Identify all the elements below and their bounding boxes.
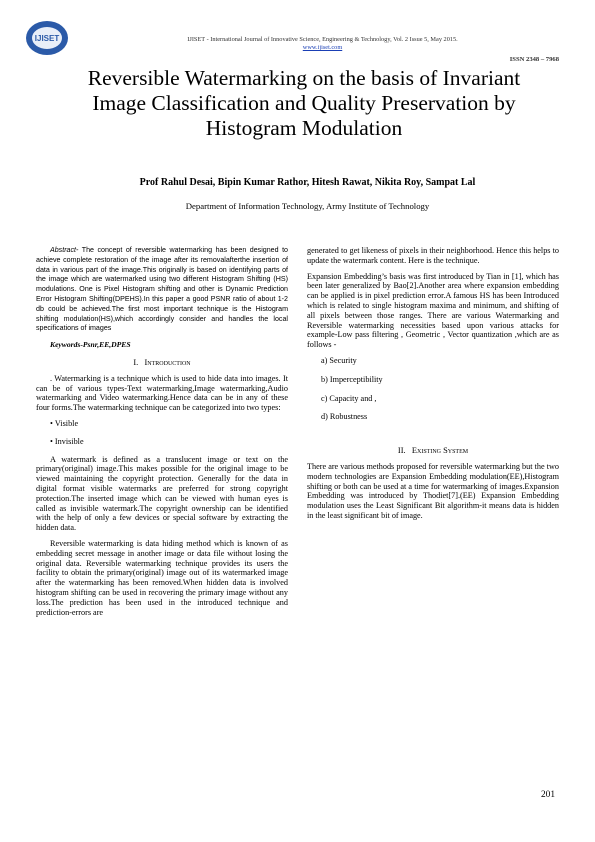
journal-header xyxy=(80,36,565,52)
list-item: • Visible xyxy=(50,418,79,428)
intro-paragraph-4: generated to get likeness of pixels in their neighborhood. Hence this helps to update the watermark content. Here is the technique. xyxy=(307,246,559,265)
existing-system-paragraph: There are various methods proposed for reversible watermarking but the two modern technologies are Expansion Embedding modulation(EE),Histogram shifting or both can be used at a time for watermarking of images.Expansion Embedding was introduced by Thodiet[7].(EE) Expansion Embedding modulation uses the Least Significant Bit algorithm-it means data is hidden in the least significant bit of image. xyxy=(307,461,559,520)
section-heading-introduction xyxy=(36,358,288,368)
section-title: Existing System xyxy=(411,446,469,456)
intro-paragraph-3: Reversible watermarking is data hiding method which is known of as embedding secret message in another image or data file without losing the original data. Reversible watermarking technique provides its users the facility to obtain the primary(original) image out of its watermarked image after the watermarking has been removed.When hidden data is involved histogram shifting can be used in recovering the primary image without any loss.The prediction has been used in the introduced technique and prediction-errors are xyxy=(36,538,288,617)
abstract-label: Abstract- xyxy=(50,246,79,254)
list-item-label: Invisible xyxy=(54,436,84,446)
intro-paragraph-2: A watermark is defined as a translucent image or text on the primary(original) image.This makes possible for the original image to be viewed maintaining the copyright protection. Generally for the data in digital format visible watermarks are preferred for strong copyright protection.The inserted image which can be viewed with human eyes is called as invisible watermark.The copyright ownership can be identified with the help of only a few devices or special software by extracting the hidden data. xyxy=(36,454,288,533)
intro-paragraph-5: Expansion Embedding’s basis was first introduced by Tian in [1], which has been later generalized by Bao[2].Another area where expansion embedding can be applied is in pixel prediction error.A famous HS has been Introduced which is related to single histogram maxima and minimum, and shifting of all pixels between those ranges. There are various Watermarking and Reversible watermarking necessities based upon various attacks for example-Low pass filtering , Geometric , Vector quantization ,which are as follows - xyxy=(307,271,559,350)
issn-number: ISSN 2348 – 7968 xyxy=(509,56,559,63)
abstract xyxy=(36,246,288,334)
abstract-text: The concept of reversible watermarking has been designed to achieve complete restoration of the image after its removalafterthe insertion of data in various part of the image.This originally is based on identifying parts of the image which are watermarked using two different Histogram Shifting (HS) modulations. One is Pixel Histogram shifting and other is Dynamic Prediction Error Histogram Shifting(DPEHS).In this paper a good PSNR ratio of about 1-2 db could be achieved.The first most important technique is the Histogram shifting modulation(HS),which accordingly consider and handles the local specifications of images xyxy=(36,246,288,333)
section-number: II. xyxy=(397,446,406,456)
requirements-list xyxy=(321,356,559,422)
list-item-label: Visible xyxy=(54,418,79,428)
section-heading-existing-system xyxy=(307,446,559,456)
intro-paragraph-1: . Watermarking is a technique which is used to hide data into images. It can be of various types-Text watermarking,Image watermarking,Audio watermarking and Video watermarking.Hence data can be in any of these four forms.The watermarking technique can be categorized into two types: xyxy=(36,373,288,413)
list-item: a) Security xyxy=(321,355,357,365)
section-title: Introduction xyxy=(144,357,191,367)
right-column xyxy=(307,246,559,527)
journal-logo xyxy=(24,18,70,58)
page-number: 201 xyxy=(540,790,555,800)
keywords: Keywords-Psnr,EE,DPES xyxy=(50,340,131,350)
author-affiliation: Department of Information Technology, Army Institute of Technology xyxy=(185,201,430,211)
list-item: c) Capacity and , xyxy=(321,393,377,403)
watermark-types-list xyxy=(50,419,288,447)
journal-citation: IJISET - International Journal of Innovative Science, Engineering & Technology, Vol. 2 Issue 5, May 2015. xyxy=(187,36,458,43)
list-item: b) Imperceptibility xyxy=(321,374,383,384)
section-number: I. xyxy=(133,357,139,367)
paper-title: Reversible Watermarking on the basis of Invariant Image Classification and Quality Preservation by Histogram Modulation xyxy=(87,66,521,140)
journal-url-link[interactable]: www.ijiset.com xyxy=(302,44,343,51)
left-column xyxy=(36,246,288,623)
paper-authors: Prof Rahul Desai, Bipin Kumar Rathor, Hitesh Rawat, Nikita Roy, Sampat Lal xyxy=(139,177,476,188)
list-item: d) Robustness xyxy=(321,412,368,422)
list-item: • Invisible xyxy=(50,436,84,446)
logo-text: IJISET xyxy=(34,34,60,43)
